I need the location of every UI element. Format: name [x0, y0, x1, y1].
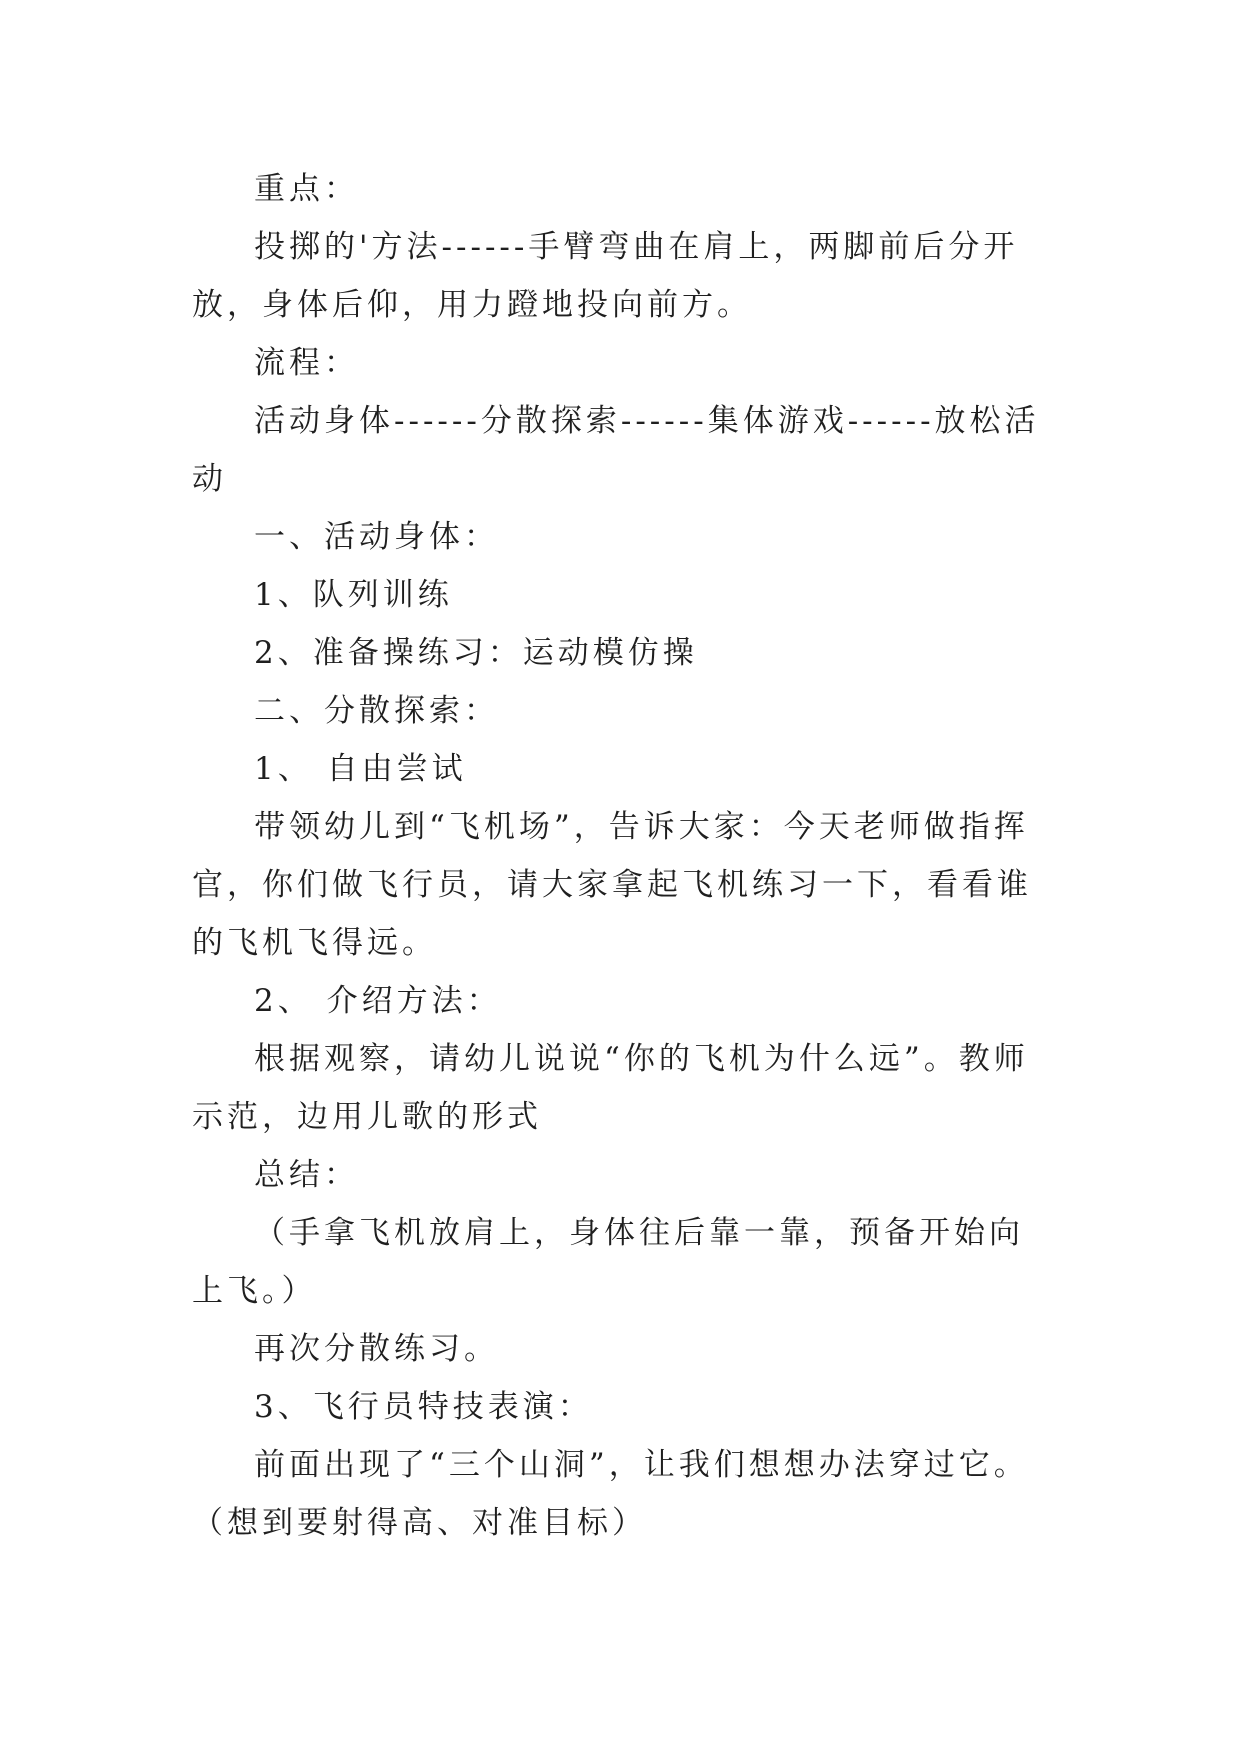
paragraph-three-caves: 前面出现了“三个山洞”，让我们想想办法穿过它。（想到要射得高、对准目标）: [192, 1447, 1029, 1541]
paragraph-queue-training: 1、队列训练: [254, 577, 453, 613]
paragraph-free-try: 1、 自由尝试: [254, 751, 467, 787]
document-body: [192, 160, 1052, 1552]
paragraph-observation-demo: 根据观察，请幼儿说说“你的飞机为什么远”。教师示范，边用儿歌的形式: [192, 1041, 1029, 1135]
paragraph-practice-again: 再次分散练习。: [254, 1331, 499, 1367]
paragraph-process-heading: 流程：: [254, 345, 359, 381]
paragraph-process-steps: 活动身体------分散探索------集体游戏------放松活动: [192, 403, 1040, 497]
paragraph-section-two-heading: 二、分散探索：: [254, 693, 499, 729]
paragraph-key-point-heading: 重点：: [254, 171, 359, 207]
paragraph-throwing-method: 投掷的'方法------手臂弯曲在肩上，两脚前后分开放，身体后仰，用力蹬地投向前方。: [192, 229, 1019, 323]
paragraph-section-one-heading: 一、活动身体：: [254, 519, 499, 555]
paragraph-summary-heading: 总结：: [254, 1157, 359, 1193]
paragraph-introduce-method: 2、 介绍方法：: [254, 983, 502, 1019]
paragraph-rhyme: （手拿飞机放肩上，身体往后靠一靠，预备开始向上飞。）: [192, 1215, 1024, 1309]
paragraph-airport-instructions: 带领幼儿到“飞机场”，告诉大家：今天老师做指挥官，你们做飞行员，请大家拿起飞机练习一下，看看谁的飞机飞得远。: [192, 809, 1032, 961]
paragraph-warmup-exercise: 2、准备操练习：运动模仿操: [254, 635, 698, 671]
paragraph-stunt-show-heading: 3、飞行员特技表演：: [254, 1389, 593, 1425]
